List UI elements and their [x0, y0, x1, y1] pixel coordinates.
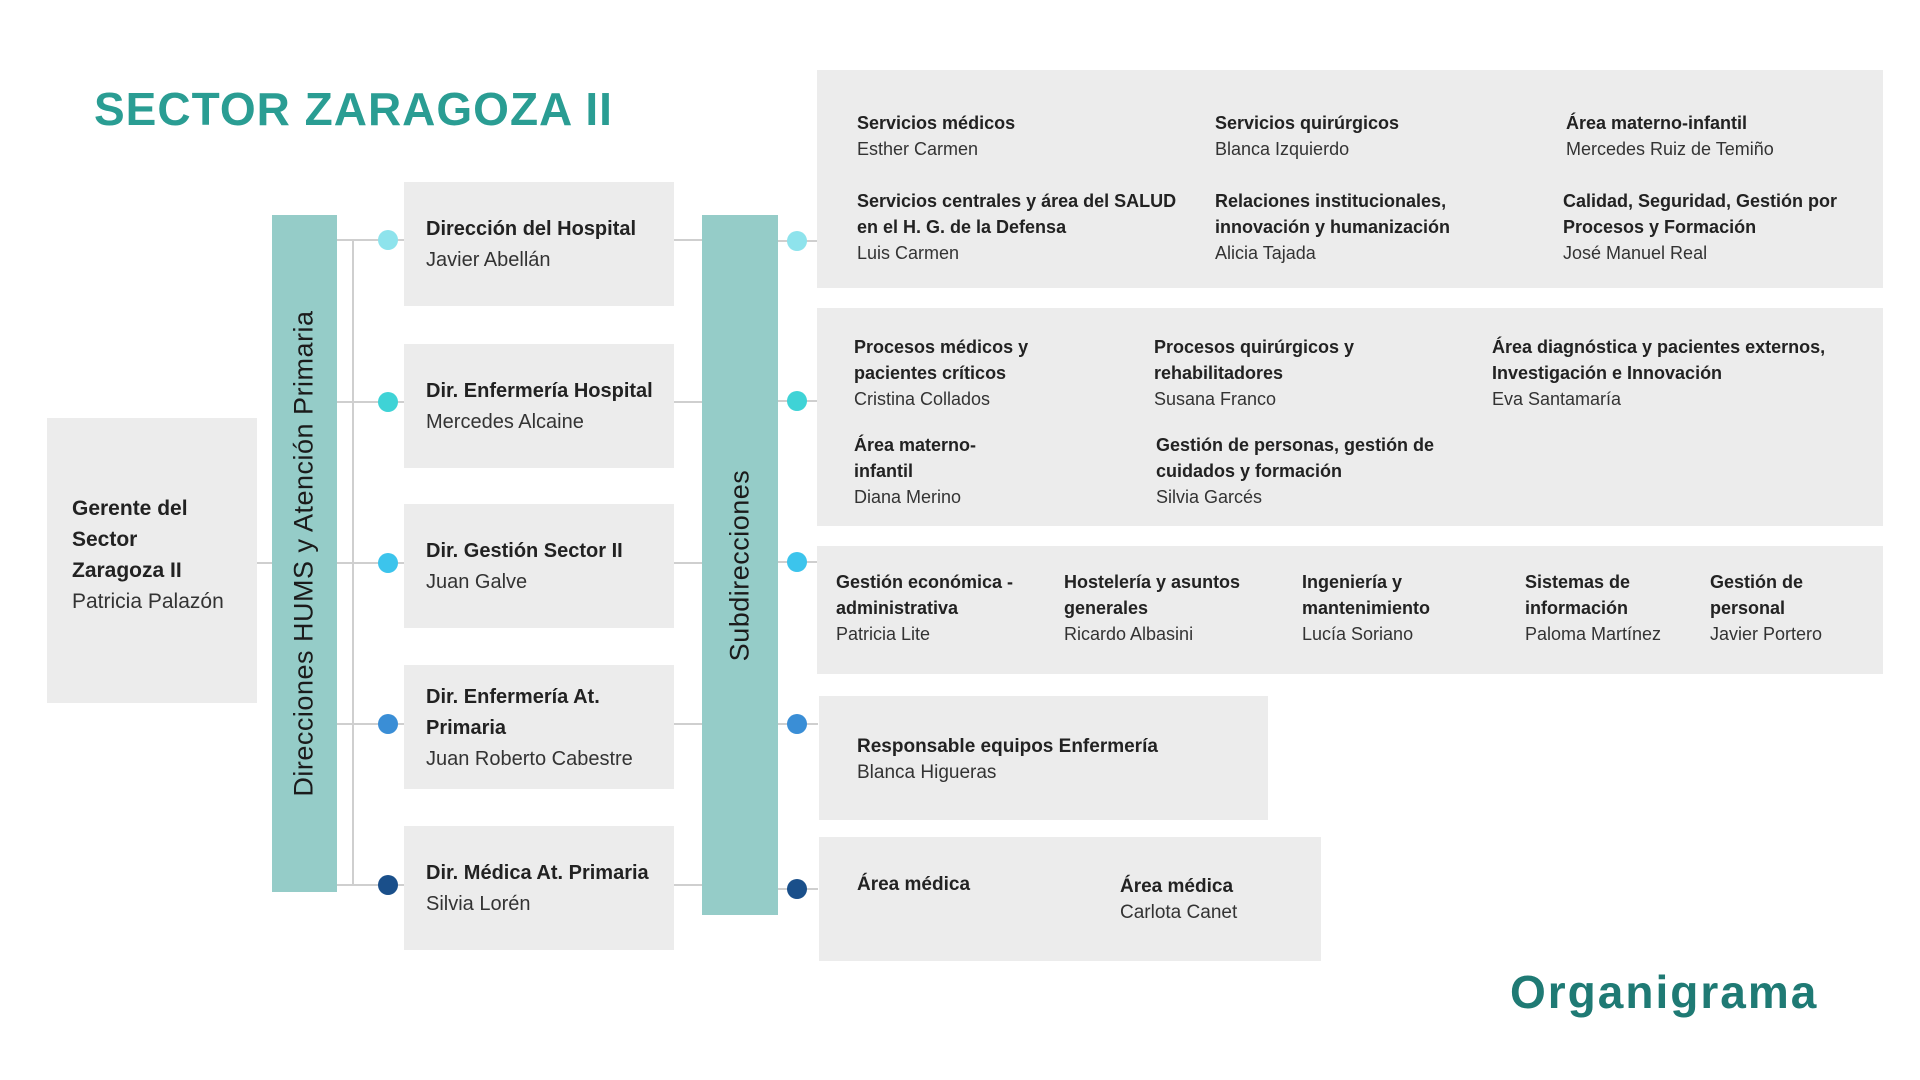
manager-box: [47, 418, 257, 703]
group-1-item-3: [1566, 110, 1774, 162]
item-role: Servicios centrales y área del SALUD en el H. G. de la Defensa: [857, 191, 1177, 237]
connector-dir-sub-4: [674, 723, 702, 725]
group-1-item-4: [857, 188, 1177, 266]
subdirections-bar: [702, 215, 778, 915]
group-dot-1: [787, 231, 807, 251]
item-name: Lucía Soriano: [1302, 624, 1414, 644]
direction-box-5: [404, 826, 674, 950]
item-role: Gestión de personal: [1710, 572, 1804, 618]
directions-bar-label: Direcciones HUMS y Atención Primaria: [289, 310, 319, 797]
footer-title: Organigrama: [1510, 966, 1819, 1018]
group-4-item-1: [857, 734, 1158, 786]
direction-role-5: Dir. Médica At. Primaria: [426, 862, 649, 884]
item-role: Área diagnóstica y pacientes externos, Investigación e Innovación: [1492, 337, 1826, 383]
manager-role: Gerente del Sector Zaragoza II: [72, 497, 188, 582]
subdirections-bar-label: Subdirecciones: [724, 469, 755, 661]
group-dot-3: [787, 552, 807, 572]
item-role: Responsable equipos Enfermería: [857, 736, 1158, 757]
item-role: Gestión económica -administrativa: [836, 572, 1014, 618]
item-name: Silvia Garcés: [1156, 487, 1263, 507]
item-role: Servicios quirúrgicos: [1215, 113, 1400, 133]
item-name: Alicia Tajada: [1215, 243, 1316, 263]
group-dot-2: [787, 391, 807, 411]
connector-manager: [257, 562, 272, 564]
direction-name-4: Juan Roberto Cabestre: [426, 748, 633, 770]
group-3-item-2: [1064, 569, 1279, 647]
direction-box-3: [404, 504, 674, 628]
item-role: Ingeniería y mantenimiento: [1302, 572, 1431, 618]
group-2-item-3: [1492, 334, 1862, 412]
item-name: Eva Santamaría: [1492, 389, 1622, 409]
group-1-item-5: [1215, 188, 1505, 266]
item-name: Mercedes Ruiz de Temiño: [1566, 139, 1774, 159]
direction-box-4: [404, 665, 674, 789]
item-name: Javier Portero: [1710, 624, 1823, 644]
group-2-item-2: [1154, 334, 1404, 412]
group-1-item-6: [1563, 188, 1848, 266]
group-box-4: [819, 696, 1268, 820]
connector-dir-sub-1: [674, 239, 702, 241]
direction-dot-3: [378, 553, 398, 573]
direction-box-2: [404, 344, 674, 468]
direction-name-2: Mercedes Alcaine: [426, 411, 584, 433]
item-name: Blanca Higueras: [857, 762, 997, 783]
item-name: Diana Merino: [854, 487, 962, 507]
group-2-item-1: [854, 334, 1074, 412]
direction-dot-4: [378, 714, 398, 734]
item-role: Área materno-infantil: [854, 435, 977, 481]
group-box-5: [819, 837, 1321, 961]
item-name: Luis Carmen: [857, 243, 960, 263]
direction-role-1: Dirección del Hospital: [426, 218, 637, 240]
direction-dot-1: [378, 230, 398, 250]
item-name: Carlota Canet: [1120, 902, 1238, 923]
group-5-item-1: [857, 872, 970, 898]
item-name: Paloma Martínez: [1525, 624, 1662, 644]
group-box-2: [817, 308, 1883, 526]
item-name: Ricardo Albasini: [1064, 624, 1194, 644]
group-dot-4: [787, 714, 807, 734]
item-name: Cristina Collados: [854, 389, 991, 409]
item-role: Procesos quirúrgicos y rehabilitadores: [1154, 337, 1355, 383]
group-3-item-3: [1302, 569, 1472, 647]
item-name: Blanca Izquierdo: [1215, 139, 1350, 159]
item-role: Procesos médicos y pacientes críticos: [854, 337, 1029, 383]
group-5-item-2: [1120, 874, 1237, 926]
item-name: José Manuel Real: [1563, 243, 1708, 263]
item-role: Relaciones institucionales, innovación y humanización: [1215, 191, 1451, 237]
group-3-item-5: [1710, 569, 1860, 647]
direction-name-5: Silvia Lorén: [426, 893, 531, 915]
item-name: Susana Franco: [1154, 389, 1277, 409]
connector-dir-sub-5: [674, 884, 702, 886]
group-3-item-1: [836, 569, 1036, 647]
direction-role-4: Dir. Enfermería At. Primaria: [426, 686, 600, 739]
direction-role-2: Dir. Enfermería Hospital: [426, 380, 653, 402]
item-role: Hostelería y asuntos generales: [1064, 572, 1241, 618]
group-2-item-5: [1156, 432, 1476, 510]
direction-name-3: Juan Galve: [426, 571, 528, 593]
group-box-3: [817, 546, 1883, 674]
group-1-item-1: [857, 110, 1015, 162]
connector-dir-sub-3: [674, 562, 702, 564]
connector-dir-sub-2: [674, 401, 702, 403]
group-box-1: [817, 70, 1883, 288]
item-role: Área materno-infantil: [1566, 113, 1748, 133]
directions-bar: [272, 215, 337, 892]
direction-name-1: Javier Abellán: [426, 249, 551, 271]
group-3-item-4: [1525, 569, 1685, 647]
direction-dot-5: [378, 875, 398, 895]
item-role: Área médica: [857, 874, 971, 895]
group-dot-5: [787, 879, 807, 899]
item-role: Área médica: [1120, 876, 1234, 897]
item-name: Esther Carmen: [857, 139, 979, 159]
item-role: Gestión de personas, gestión de cuidados y formación: [1156, 435, 1435, 481]
item-role: Servicios médicos: [857, 113, 1016, 133]
item-name: Patricia Lite: [836, 624, 931, 644]
item-role: Calidad, Seguridad, Gestión por Procesos y Formación: [1563, 191, 1838, 237]
item-role: Sistemas de información: [1525, 572, 1631, 618]
direction-box-1: [404, 182, 674, 306]
group-1-item-2: [1215, 110, 1399, 162]
page-title: SECTOR ZARAGOZA II: [94, 83, 613, 135]
group-2-item-4: [854, 432, 1004, 510]
direction-role-3: Dir. Gestión Sector II: [426, 540, 623, 562]
direction-dot-2: [378, 392, 398, 412]
manager-name: Patricia Palazón: [72, 590, 224, 613]
